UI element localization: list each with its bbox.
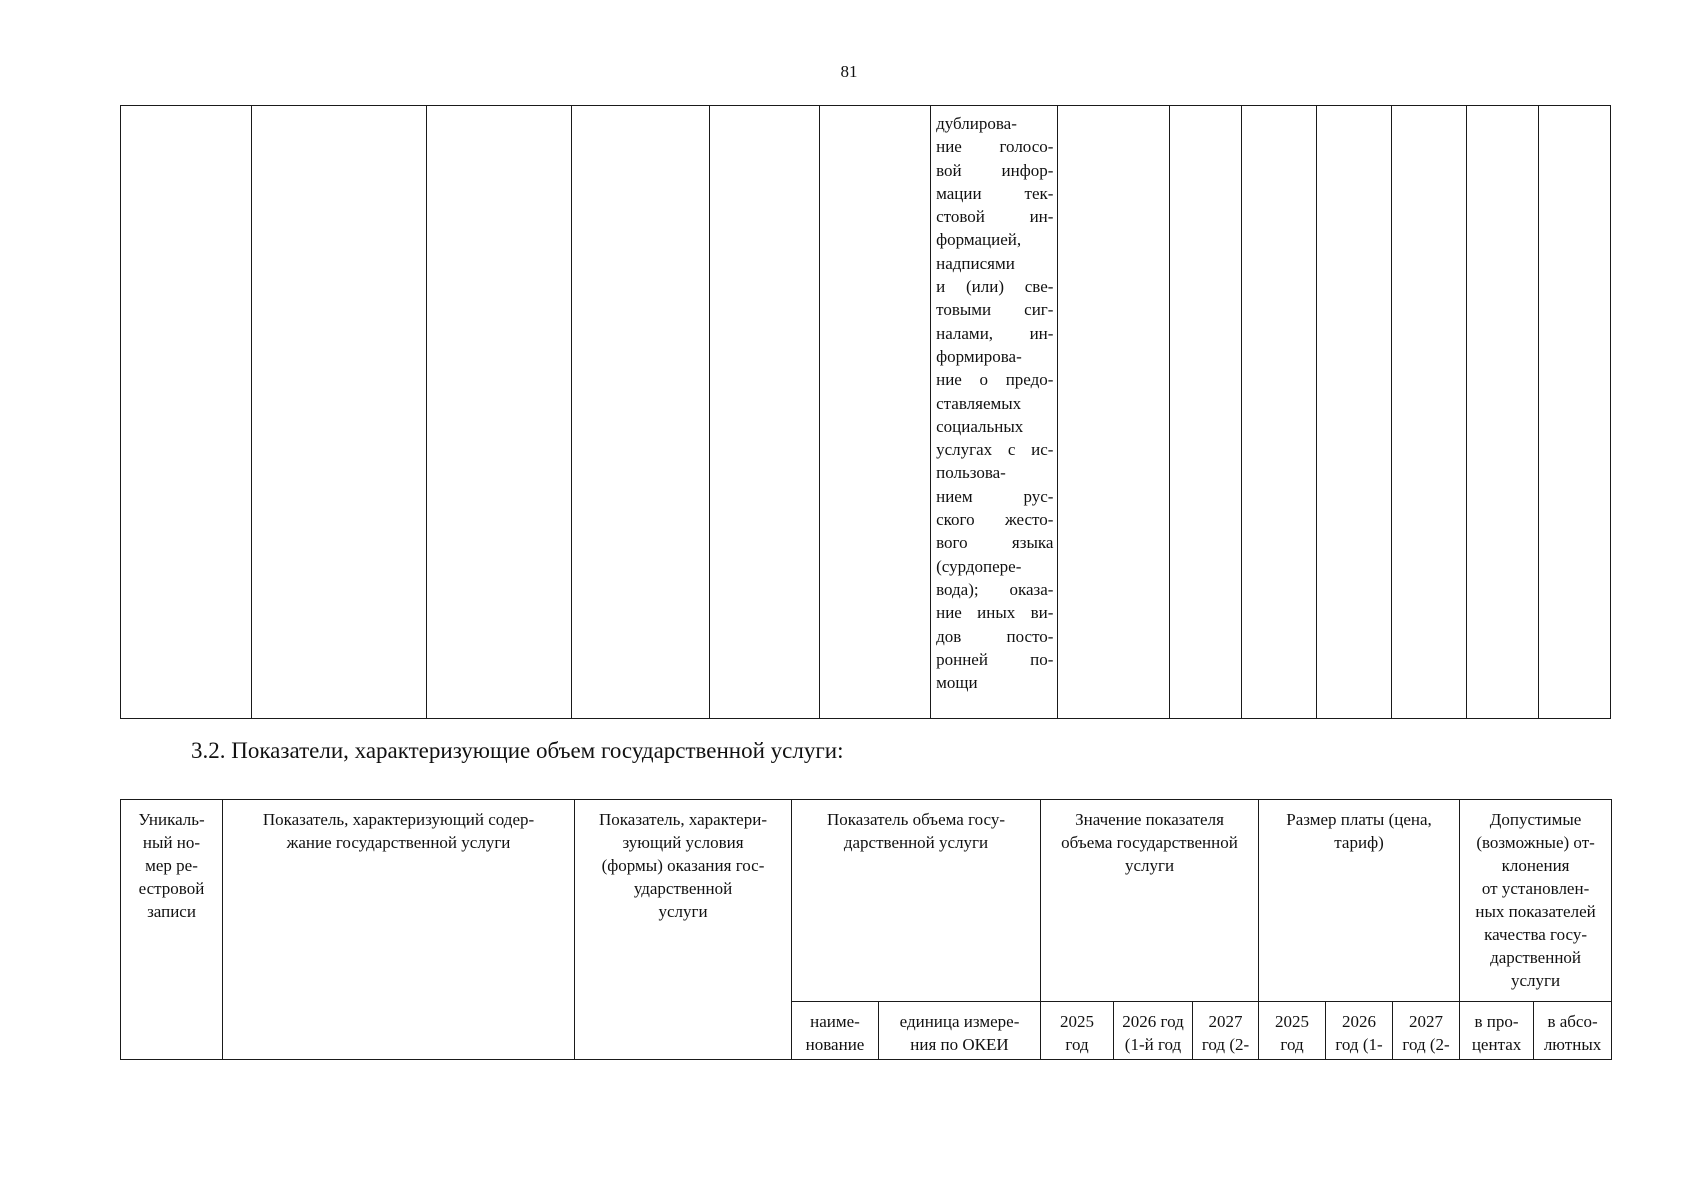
header-label: Показатель объема госу- дарственной услуги [826,810,1006,852]
text-line: дов посто- [936,626,1054,646]
text-line: вода); оказа- [936,579,1054,599]
text-line: ние иных ви- [936,603,1054,623]
subheader-label: в абсо- лютных [1543,1012,1602,1054]
subheader-label: 2027 год (2- [1402,1012,1450,1054]
table-cell [1241,106,1316,719]
subheader-label: 2026 год (1-й год [1122,1012,1184,1054]
text-line: товыми сиг- [936,300,1054,320]
header-label: Уникаль- ный но- мер ре- естровой записи [138,810,205,921]
header-deviations [1460,800,1612,1002]
text-line: формирова- [936,346,1022,366]
text-line: социальных [936,416,1024,436]
table-cell [121,106,252,719]
table-cell [1058,106,1169,719]
text-line: налами, ин- [936,323,1054,343]
subheader-label: единица измере- ния по ОКЕИ [899,1012,1020,1054]
subheader-unit [879,1002,1041,1060]
text-line: услугах с ис- [936,440,1054,460]
subheader-value-2026 [1114,1002,1193,1060]
continuation-text-cell [931,106,1058,719]
text-line: ского жесто- [936,510,1054,530]
text-line: пользова- [936,463,1006,483]
subheader-label: в про- центах [1471,1012,1522,1054]
text-line: ставляемых [936,393,1022,413]
volume-indicators-table [120,799,1612,1060]
header-row [121,800,1612,1002]
text-line: вой инфор- [936,160,1054,180]
header-content-indicator [223,800,575,1060]
header-label: Допустимые (возможные) от- клонения от установлен- ных показателей качества госу- дарственной услуги [1475,810,1596,990]
continuation-table [120,105,1611,719]
subheader-fee-2027 [1393,1002,1460,1060]
table-cell [709,106,819,719]
continuation-row [121,106,1611,719]
table-cell [1467,106,1538,719]
header-label: Показатель, характери- зующий условия (формы) оказания гос- ударственной услуги [599,810,767,921]
subheader-value-2027 [1193,1002,1259,1060]
subheader-label: наиме- нование [805,1012,865,1054]
text-line: ние о предо- [936,370,1054,390]
table-cell [819,106,930,719]
subheader-absolute [1534,1002,1612,1060]
header-volume-indicator [792,800,1041,1002]
text-line: ронней по- [936,649,1054,669]
subheader-name [792,1002,879,1060]
text-line: формацией, [936,230,1022,250]
text-line: вого языка [936,533,1054,553]
header-fee [1259,800,1460,1002]
table-cell [1538,106,1610,719]
header-unique-number [121,800,223,1060]
text-line: мощи [936,673,978,693]
text-line: надписями [936,253,1015,273]
subheader-fee-2026 [1326,1002,1393,1060]
text-line: ние голосо- [936,137,1054,157]
header-label: Показатель, характеризующий содер- жание государственной услуги [262,810,535,852]
table-cell [1317,106,1392,719]
header-volume-value [1041,800,1259,1002]
table-cell [1169,106,1241,719]
page-number: 81 [840,62,858,81]
text-line: мации тек- [936,183,1054,203]
table-cell [426,106,571,719]
text-line: стовой ин- [936,207,1054,227]
table-cell [572,106,709,719]
subheader-label: 2027 год (2- [1201,1012,1250,1054]
text-line: нием рус- [936,486,1054,506]
text-line: и (или) све- [936,277,1054,297]
text-line: дублирова- [936,114,1017,133]
subheader-value-2025 [1041,1002,1114,1060]
header-label: Размер платы (цена, тариф) [1286,810,1432,852]
subheader-label: 2025 год [1275,1012,1310,1054]
subheader-fee-2025 [1259,1002,1326,1060]
section-heading: 3.2. Показатели, характеризующие объем государственной услуги: [191,738,844,763]
text-line: (сурдопере- [936,556,1022,576]
header-label: Значение показателя объема государственной услуги [1061,810,1238,875]
header-conditions-indicator [575,800,792,1060]
subheader-label: 2025 год [1060,1012,1094,1054]
table-cell [252,106,426,719]
table-cell [1392,106,1467,719]
subheader-label: 2026 год (1- [1335,1012,1383,1054]
subheader-percent [1460,1002,1534,1060]
